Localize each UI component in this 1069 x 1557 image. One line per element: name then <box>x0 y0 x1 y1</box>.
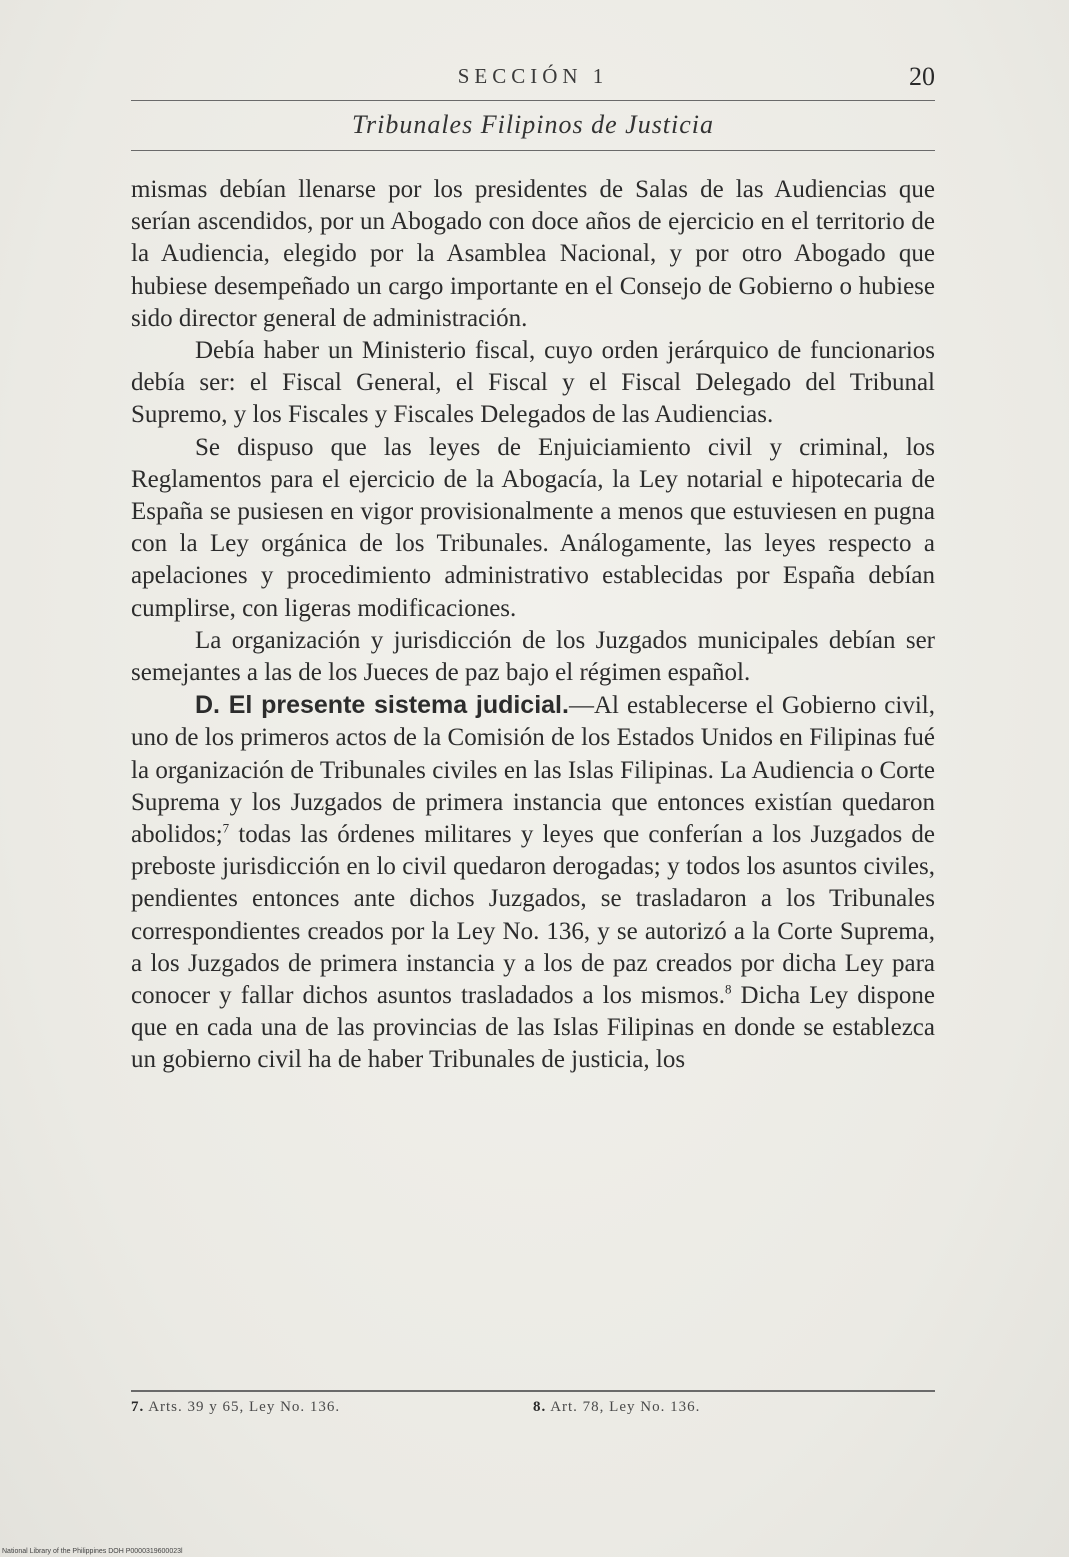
footnote-rule <box>131 1390 935 1392</box>
page-number: 20 <box>909 62 935 91</box>
paragraph-5-text-b: todas las órdenes militares y leyes que conferían a los Juzgados de preboste jurisdicción en lo civil quedaron derogadas; y todos los asuntos civiles, pendientes entonces ante dichos Juzgados, se trasladaron a los Tribunales correspondientes creados por la Ley No. 136, y se autorizó a la Corte Suprema, a los Juzgados de primera instancia y a los de paz creados por dicha Ley para conocer y fallar dichos asuntos trasladados a los mismos. <box>131 821 935 1010</box>
paragraph-5-text-c: Dicha Ley dispone que en cada una de las provincias de las Islas Filipinas en donde se establezca un gobierno civil ha de haber Tribunales de justicia, los <box>131 982 935 1074</box>
paragraph-2: Debía haber un Ministerio fiscal, cuyo orden jerárquico de funcionarios debía ser: el Fiscal General, el Fiscal y el Fiscal Delegado del Tribunal Supremo, y los Fiscales y Fiscales Delegados de las Audiencias. <box>131 337 935 429</box>
paragraph-5-text-a: —Al establecerse el Gobierno civil, uno de los primeros actos de la Comisión de los Estados Unidos en Filipinas fué la organización de Tribunales civiles en las Islas Filipinas. La Audiencia o Corte Suprema y los Juzgados de primera instancia que entonces existían quedaron abolidos; <box>131 692 935 849</box>
footnote-7-text: Arts. 39 y 65, Ley No. 136. <box>148 1399 341 1415</box>
paragraph-4: La organización y jurisdicción de los Juzgados municipales debían ser semejantes a las de los Jueces de paz bajo el régimen español. <box>131 626 935 687</box>
footnote-7-number: 7. <box>131 1399 145 1415</box>
section-heading: D. El presente sistema judicial. <box>195 691 569 720</box>
page-header <box>131 62 935 98</box>
paragraph-1: mismas debían llenarse por los presidentes de Salas de las Audiencias que serían ascendidos, por un Abogado con doce años de ejercicio en el territorio de la Audiencia, elegido por la Asamblea Nacional, y por otro Abogado que hubiese desempeñado un cargo importante en el Consejo de Gobierno o hubiese sido director general de administración. <box>131 176 935 332</box>
running-title: Tribunales Filipinos de Justicia <box>351 110 715 139</box>
footnote-ref-7: 7 <box>222 820 230 836</box>
section-label: SECCIÓN 1 <box>457 64 609 88</box>
header-rule-bottom <box>131 150 935 151</box>
archive-credit: National Library of the Philippines DOH P0000319600023l <box>2 1548 183 1555</box>
body-text <box>131 174 935 1077</box>
paragraph-5 <box>131 689 935 1076</box>
footnote-8-number: 8. <box>533 1399 547 1415</box>
footnote-7 <box>131 1399 340 1416</box>
footnote-ref-8: 8 <box>724 981 732 997</box>
footnote-8 <box>533 1399 700 1416</box>
footnote-8-text: Art. 78, Ley No. 136. <box>550 1399 701 1415</box>
header-rule-top <box>131 100 935 101</box>
paragraph-3: Se dispuso que las leyes de Enjuiciamiento civil y criminal, los Reglamentos para el ejercicio de la Abogacía, la Ley notarial e hipotecaria de España se pusiesen en vigor provisionalmente a menos que estuviesen en pugna con la Ley orgánica de los Tribunales. Análogamente, las leyes respecto a apelaciones y procedimiento administrativo establecidas por España debían cumplirse, con ligeras modificaciones. <box>131 433 935 622</box>
